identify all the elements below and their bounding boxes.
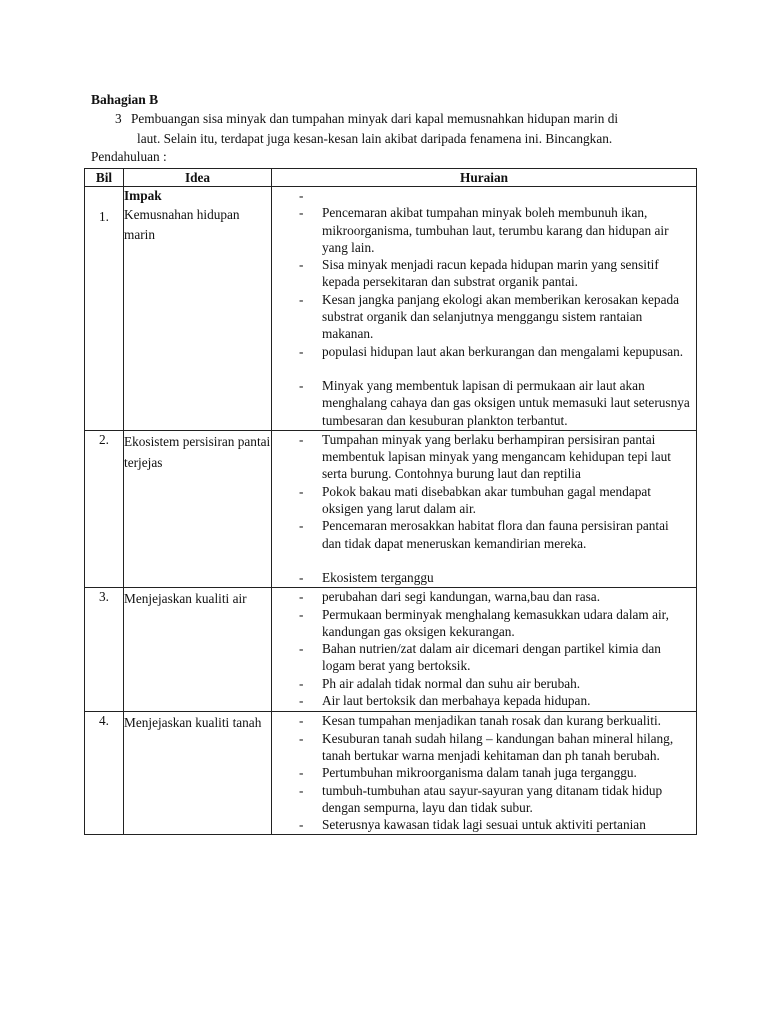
table-row: [85, 187, 697, 431]
table-row: [85, 588, 697, 712]
question-line-2: laut. Selain itu, terdapat juga kesan-kesan lain akibat daripada fenamena ini. Bincangkan.: [137, 131, 613, 146]
row-number: 1.: [85, 187, 124, 431]
list-item: - Bahan nutrien/zat dalam air dicemari dengan partikel kimia dan logam berat yang bertoksik.: [299, 641, 661, 674]
list-item: - Air laut bertoksik dan merbahaya kepada hidupan.: [299, 693, 591, 709]
list-item: - Pencemaran akibat tumpahan minyak boleh membunuh ikan, mikroorganisma, tumbuhan laut, terumbu karang dan hidupan air yang lain.: [299, 205, 669, 255]
idea-cell: [124, 712, 272, 835]
idea-text: Menjejaskan kualiti tanah: [124, 715, 262, 731]
huraian-cell: [272, 187, 697, 431]
list-item: - tumbuh-tumbuhan atau sayur-sayuran yang ditanam tidak hidup dengan sempurna, layu dan tidak subur.: [299, 782, 663, 815]
row-number: 4.: [85, 712, 124, 835]
table-header-row: [85, 169, 697, 187]
header-huraian: Huraian: [272, 169, 697, 187]
list-item: - Pencemaran merosakkan habitat flora dan fauna persisiran pantai dan tidak dapat meneruskan kemandirian mereka.: [299, 518, 669, 551]
idea-cell: [124, 187, 272, 431]
idea-text: Menjejaskan kualiti air: [124, 591, 247, 607]
row-number: 2.: [85, 430, 124, 587]
list-item: - Ph air adalah tidak normal dan suhu air berubah.: [299, 675, 581, 691]
answer-table: [84, 168, 697, 835]
list-item: - Kesuburan tanah sudah hilang – kandungan bahan mineral hilang, tanah bertukar warna menjadi kehitaman dan ph tanah berubah.: [299, 730, 674, 763]
huraian-cell: [272, 588, 697, 712]
list-item: - perubahan dari segi kandungan, warna,bau dan rasa.: [299, 589, 601, 605]
list-item: - populasi hidupan laut akan berkurangan dan mengalami kepupusan.: [299, 343, 684, 359]
list-item: - Seterusnya kawasan tidak lagi sesuai untuk aktiviti pertanian: [299, 817, 646, 833]
list-item: - Sisa minyak menjadi racun kepada hidupan marin yang sensitif kepada persekitaran dan substrat organik pantai.: [299, 257, 659, 290]
list-item: - Kesan jangka panjang ekologi akan memberikan kerosakan kepada substrat organik dan selanjutnya menggangu sistem rantaian makanan.: [299, 291, 680, 342]
section-title: Bahagian B: [91, 92, 159, 107]
idea-subheading: Impak: [124, 188, 162, 203]
header-bil: Bil: [85, 169, 124, 187]
list-item: - Pokok bakau mati disebabkan akar tumbuhan gagal mendapat oksigen yang larut dalam air.: [299, 483, 652, 517]
list-item: - Tumpahan minyak yang berlaku berhampiran persisiran pantai membentuk lapisan minyak yang mengancam kehidupan tepi laut serta burung. Contohnya burung laut dan reptilia: [299, 431, 671, 482]
list-item: - Permukaan berminyak menghalang kemasukkan udara dalam air, kandungan gas oksigen kekurangan.: [299, 606, 669, 639]
row-number: 3.: [85, 588, 124, 712]
idea-text: Ekosistem persisiran pantai terjejas: [124, 433, 271, 470]
list-item: -: [299, 188, 304, 203]
idea-cell: [124, 588, 272, 712]
huraian-cell: [272, 712, 697, 835]
list-item: - Pertumbuhan mikroorganisma dalam tanah juga terganggu.: [299, 765, 637, 781]
question-number: 3: [115, 111, 122, 126]
huraian-cell: [272, 430, 697, 587]
intro-label: Pendahuluan :: [91, 149, 167, 164]
question-line-1: Pembuangan sisa minyak dan tumpahan minyak dari kapal memusnahkan hidupan marin di: [131, 111, 619, 126]
list-item: - Ekosistem terganggu: [299, 569, 434, 585]
idea-text: Kemusnahan hidupan marin: [124, 207, 240, 242]
list-item: - Kesan tumpahan menjadikan tanah rosak dan kurang berkualiti.: [299, 713, 661, 729]
header-idea: Idea: [124, 169, 272, 187]
idea-cell: [124, 430, 272, 587]
table-row: [85, 430, 697, 587]
list-item: - Minyak yang membentuk lapisan di permukaan air laut akan menghalang cahaya dan gas oksigen untuk memasuki laut seterusnya tumbesaran dan kesuburan plankton terbantut.: [299, 377, 690, 428]
table-row: [85, 712, 697, 835]
